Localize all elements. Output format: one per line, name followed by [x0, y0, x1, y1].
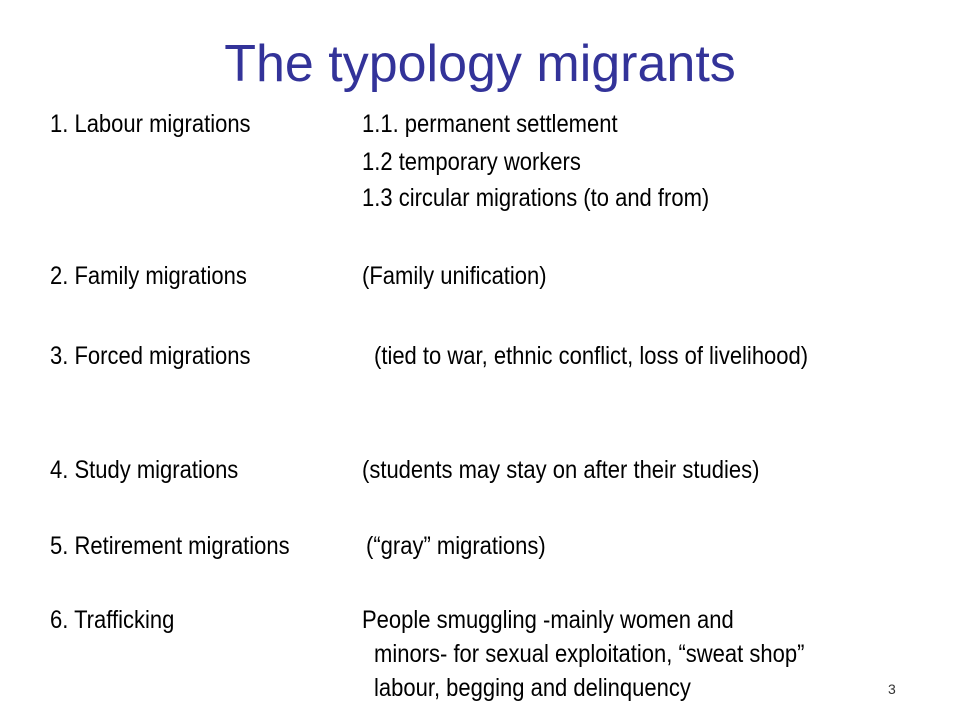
- item-5-detail-1: (“gray” migrations): [366, 532, 546, 560]
- item-6-detail-1: People smuggling -mainly women and: [362, 606, 734, 634]
- item-1-detail-3: 1.3 circular migrations (to and from): [362, 184, 710, 212]
- item-1-detail-1: 1.1. permanent settlement: [362, 110, 618, 138]
- item-4-label: 4. Study migrations: [50, 456, 239, 484]
- item-1-detail-2: 1.2 temporary workers: [362, 148, 581, 176]
- item-6-detail-2: minors- for sexual exploitation, “sweat shop”: [374, 640, 805, 668]
- item-6-detail-3: labour, begging and delinquency: [374, 674, 691, 702]
- item-5-label: 5. Retirement migrations: [50, 532, 290, 560]
- slide-title: The typology migrants: [224, 35, 736, 93]
- item-1-label: 1. Labour migrations: [50, 110, 251, 138]
- item-3-label: 3. Forced migrations: [50, 342, 251, 370]
- item-2-label: 2. Family migrations: [50, 262, 247, 290]
- page-number: 3: [888, 681, 896, 697]
- item-2-detail-1: (Family unification): [362, 262, 547, 290]
- item-6-label: 6. Trafficking: [50, 606, 175, 634]
- item-3-detail-1: (tied to war, ethnic conflict, loss of livelihood): [374, 342, 809, 370]
- item-4-detail-1: (students may stay on after their studies): [362, 456, 760, 484]
